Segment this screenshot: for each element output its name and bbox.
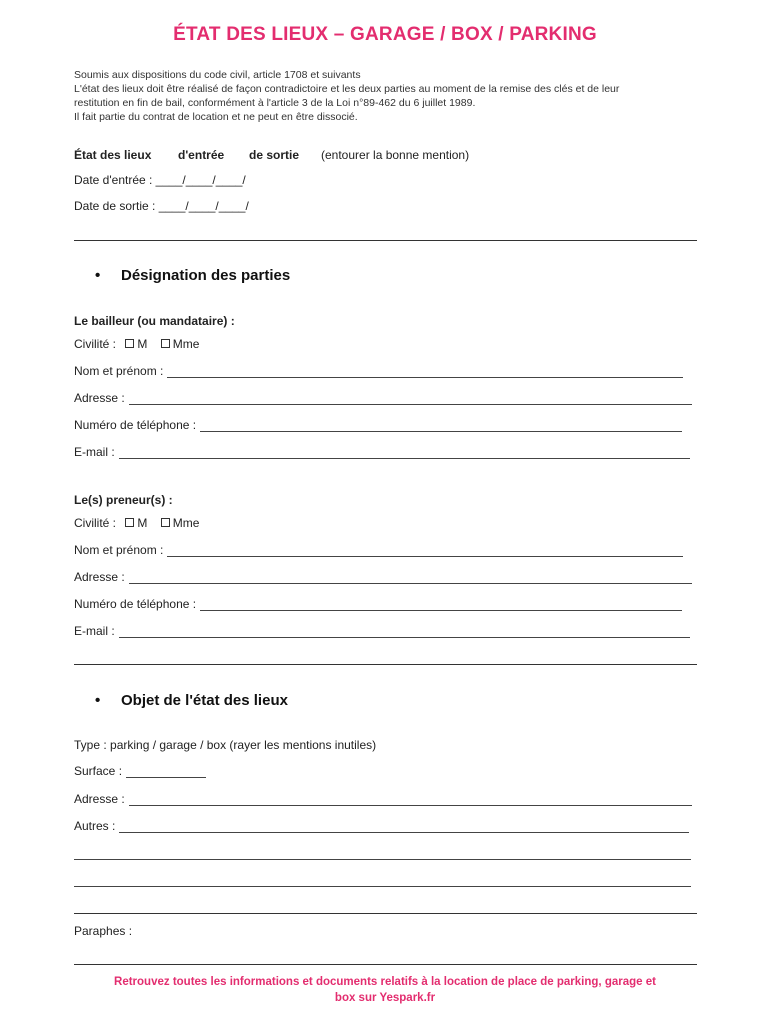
email-label: E-mail : xyxy=(74,624,115,638)
civilite-label: Civilité : xyxy=(74,516,117,530)
adresse-input-line[interactable] xyxy=(129,793,692,806)
checkbox-icon[interactable] xyxy=(161,518,170,527)
footer-note xyxy=(0,975,770,1006)
divider xyxy=(74,240,697,241)
surface-input-line[interactable] xyxy=(126,765,206,778)
intro-line-1: Soumis aux dispositions du code civil, article 1708 et suivants xyxy=(74,69,361,81)
autres-input-line[interactable] xyxy=(74,847,691,860)
divider xyxy=(74,964,697,965)
section-designation-heading xyxy=(95,267,290,284)
civilite-option-mme: Mme xyxy=(172,516,200,530)
date-entree-field[interactable]: Date d'entrée : ____/____/____/ xyxy=(74,173,246,187)
autres-input-line[interactable] xyxy=(74,874,691,887)
section-objet-heading xyxy=(95,692,288,709)
objet-adresse-field[interactable] xyxy=(74,790,692,806)
section-designation-title: Désignation des parties xyxy=(121,267,291,284)
document-title: ÉTAT DES LIEUX – GARAGE / BOX / PARKING xyxy=(173,24,597,45)
adresse-label: Adresse : xyxy=(74,792,125,806)
civilite-option-mme: Mme xyxy=(172,337,200,351)
bailleur-heading: Le bailleur (ou mandataire) : xyxy=(74,314,235,328)
nom-label: Nom et prénom : xyxy=(74,364,164,378)
intro-line-3: restitution en fin de bail, conformément à l'article 3 de la Loi n°89-462 du 6 juillet 1989. xyxy=(74,97,476,109)
etat-instruction: (entourer la bonne mention) xyxy=(321,148,470,162)
checkbox-icon[interactable] xyxy=(161,339,170,348)
footer-line-1: Retrouvez toutes les informations et documents relatifs à la location de place de parking, garage et xyxy=(114,976,656,988)
adresse-input-line[interactable] xyxy=(129,571,692,584)
intro-line-4: Il fait partie du contrat de location et ne peut en être dissocié. xyxy=(74,111,358,123)
autres-extra-line[interactable] xyxy=(74,871,691,887)
type-field[interactable]: Type : parking / garage / box (rayer les mentions inutiles) xyxy=(74,738,377,752)
paraphes-field[interactable]: Paraphes : xyxy=(74,924,133,938)
bullet-icon: • xyxy=(95,692,101,709)
nom-input-line[interactable] xyxy=(167,544,683,557)
telephone-label: Numéro de téléphone : xyxy=(74,597,197,611)
nom-label: Nom et prénom : xyxy=(74,543,164,557)
preneur-heading: Le(s) preneur(s) : xyxy=(74,493,173,507)
intro-line-2: L'état des lieux doit être réalisé de façon contradictoire et les deux parties au moment de la remise des clés et de leur xyxy=(74,83,620,95)
adresse-label: Adresse : xyxy=(74,570,125,584)
adresse-input-line[interactable] xyxy=(129,392,692,405)
preneur-nom-field[interactable] xyxy=(74,541,683,557)
civilite-label: Civilité : xyxy=(74,337,117,351)
preneur-email-field[interactable] xyxy=(74,622,690,638)
telephone-input-line[interactable] xyxy=(200,598,682,611)
checkbox-icon[interactable] xyxy=(125,518,134,527)
option-entree[interactable]: d'entrée xyxy=(178,148,225,162)
telephone-label: Numéro de téléphone : xyxy=(74,418,197,432)
autres-extra-line[interactable] xyxy=(74,844,691,860)
checkbox-icon[interactable] xyxy=(125,339,134,348)
bailleur-telephone-field[interactable] xyxy=(74,416,682,432)
autres-label: Autres : xyxy=(74,819,116,833)
autres-field[interactable] xyxy=(74,817,689,833)
email-label: E-mail : xyxy=(74,445,115,459)
etat-label: État des lieux xyxy=(74,148,152,162)
telephone-input-line[interactable] xyxy=(200,419,682,432)
preneur-civilite xyxy=(74,516,199,530)
surface-label: Surface : xyxy=(74,764,123,778)
bailleur-nom-field[interactable] xyxy=(74,362,683,378)
civilite-option-m: M xyxy=(137,337,148,351)
email-input-line[interactable] xyxy=(119,446,690,459)
bailleur-civilite xyxy=(74,337,199,351)
divider xyxy=(74,664,697,665)
civilite-option-m: M xyxy=(137,516,148,530)
nom-input-line[interactable] xyxy=(167,365,683,378)
option-sortie[interactable]: de sortie xyxy=(249,148,300,162)
surface-field[interactable] xyxy=(74,762,206,778)
preneur-telephone-field[interactable] xyxy=(74,595,682,611)
bailleur-adresse-field[interactable] xyxy=(74,389,692,405)
date-sortie-field[interactable]: Date de sortie : ____/____/____/ xyxy=(74,199,249,213)
bullet-icon: • xyxy=(95,267,101,284)
adresse-label: Adresse : xyxy=(74,391,125,405)
bailleur-email-field[interactable] xyxy=(74,443,690,459)
autres-input-line[interactable] xyxy=(119,820,689,833)
divider xyxy=(74,913,697,914)
preneur-adresse-field[interactable] xyxy=(74,568,692,584)
footer-line-2[interactable]: box sur Yespark.fr xyxy=(334,991,436,1004)
section-objet-title: Objet de l'état des lieux xyxy=(121,692,288,709)
email-input-line[interactable] xyxy=(119,625,690,638)
